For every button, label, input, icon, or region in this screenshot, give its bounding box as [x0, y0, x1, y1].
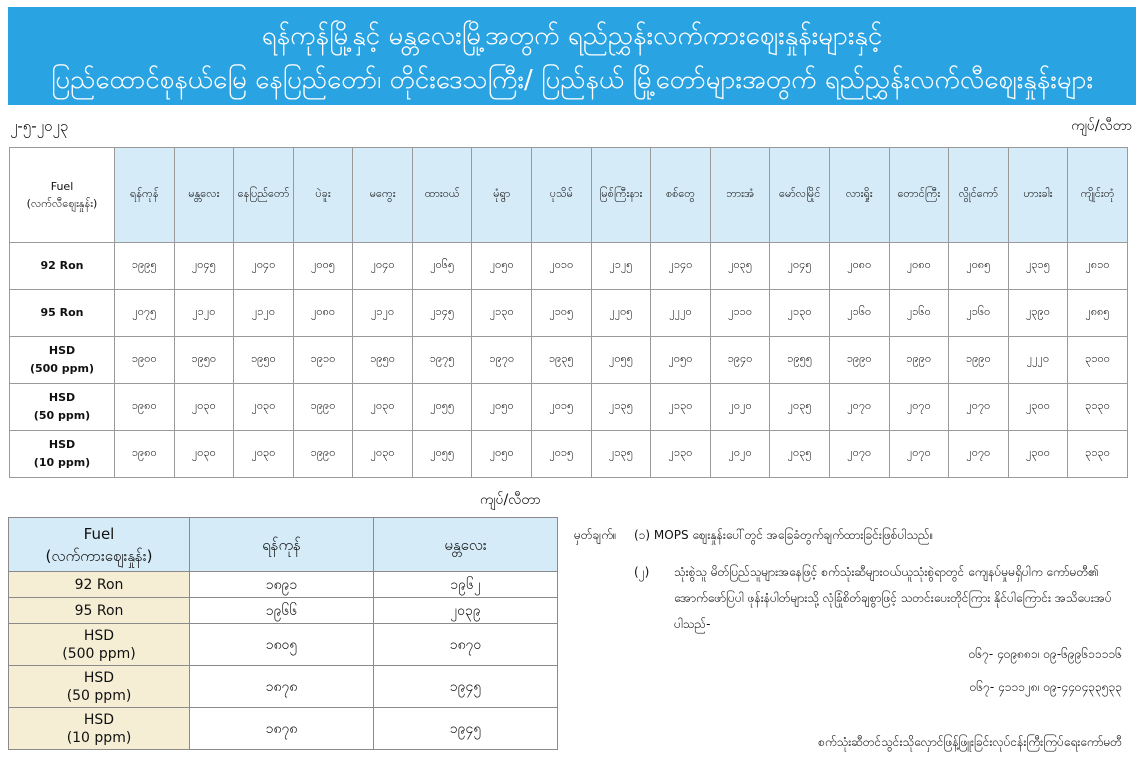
wholesale-row — [9, 572, 558, 598]
wholesale-row-fuel-line1: HSD — [83, 711, 115, 728]
retail-unit-label: ကျပ်/လီတာ — [1071, 118, 1132, 134]
retail-price-cell: ၁၉၉၀ — [889, 337, 949, 384]
retail-price-cell: ၁၉၉၀ — [293, 384, 353, 431]
retail-row — [10, 337, 1128, 384]
wholesale-row-fuel — [9, 708, 190, 750]
wholesale-price-yangon: ၁၈၇၈ — [190, 708, 374, 750]
retail-price-cell: ၁၉၅၅ — [770, 337, 830, 384]
wholesale-price-mandalay: ၁၈၇၀ — [374, 624, 558, 666]
retail-price-cell: ၁၉၉၀ — [829, 337, 889, 384]
retail-price-cell: ၂၀၅၅ — [412, 431, 472, 478]
retail-price-cell: ၂၀၁၀ — [532, 243, 592, 290]
complaint-phone-1: ၀၆၇- ၄၀၉၈၈၁၊ ၀၉-၆၉၉၆၁၁၁၁၆ — [968, 647, 1122, 661]
retail-price-cell: ၂၀၈၀ — [889, 243, 949, 290]
retail-price-cell: ၂၃၉၀ — [1008, 290, 1068, 337]
retail-price-table — [9, 147, 1128, 478]
retail-price-cell: ၂၀၃၀ — [234, 384, 294, 431]
retail-price-cell: ၂၀၇၀ — [829, 431, 889, 478]
wholesale-row-fuel — [9, 572, 190, 598]
retail-row-fuel-line1: HSD — [48, 438, 76, 451]
retail-city-header: မန္တလေး — [174, 148, 234, 243]
retail-price-cell: ၂၈၁၀ — [1068, 243, 1128, 290]
retail-price-cell: ၂၀၈၀ — [829, 243, 889, 290]
retail-price-cell: ၂၀၄၅ — [770, 243, 830, 290]
wholesale-price-mandalay: ၁၉၆၂ — [374, 572, 558, 598]
retail-price-cell: ၂၁၃၅ — [591, 431, 651, 478]
retail-price-cell: ၁၉၉၀ — [949, 337, 1009, 384]
notes-label: မှတ်ချက်။ — [574, 528, 617, 542]
retail-price-cell: ၂၀၃၀ — [234, 431, 294, 478]
retail-city-header: ရန်ကုန် — [115, 148, 175, 243]
retail-city-header: တောင်ကြီး — [889, 148, 949, 243]
retail-price-cell: ၁၉၈၀ — [115, 384, 175, 431]
retail-price-cell: ၂၀၅၅ — [412, 384, 472, 431]
retail-price-cell: ၃၁၃၀ — [1068, 384, 1128, 431]
retail-price-cell: ၂၀၁၅ — [532, 384, 592, 431]
retail-price-cell: ၂၁၁၀ — [710, 290, 770, 337]
title-banner — [8, 7, 1136, 105]
retail-row-fuel — [10, 243, 115, 290]
wholesale-price-mandalay: ၁၉၄၅ — [374, 708, 558, 750]
retail-price-cell: ၂၀၅၀ — [472, 243, 532, 290]
retail-row-fuel-line2: (50 ppm) — [33, 409, 91, 422]
note-2-number: (၂) — [634, 565, 650, 579]
retail-price-cell: ၂၀၃၅ — [770, 384, 830, 431]
retail-price-cell: ၂၀၅၅ — [591, 337, 651, 384]
retail-price-cell: ၂၀၃၀ — [174, 431, 234, 478]
retail-row — [10, 290, 1128, 337]
wholesale-price-table — [8, 517, 558, 750]
retail-price-cell: ၂၀၄၅ — [174, 243, 234, 290]
retail-price-cell: ၁၉၃၅ — [532, 337, 592, 384]
retail-price-cell: ၂၁၆၀ — [829, 290, 889, 337]
retail-fuel-header — [10, 148, 115, 243]
note-1: (၁) MOPS ဈေးနှုန်းပေါ်တွင် အခြေခံတွက်ချက်ထားခြင်းဖြစ်ပါသည်။ — [634, 528, 934, 542]
wholesale-row-fuel-line2: (50 ppm) — [66, 687, 132, 704]
retail-price-cell: ၂၃၀၀ — [1008, 431, 1068, 478]
wholesale-row-fuel-line2: (500 ppm) — [62, 645, 136, 662]
retail-price-cell: ၂၀၄၀ — [234, 243, 294, 290]
note-2-text: သုံးစွဲသူ မိတ်ပြည်သူများအနေဖြင့် စက်သုံးဆီများဝယ်ယူသုံးစွဲရာတွင် ကျေနပ်မှုမရှိပါက ကော်မတီ၏ အောက်ဖော်ပြပါ ဖုန်းနံပါတ်များသို့ လုံခြုံစိတ်ချစွာဖြင့် သတင်းပေးတိုင်ကြား နိုင်ပါကြောင်း အသိပေးအပ်ပါသည်- — [674, 565, 1112, 631]
retail-row — [10, 384, 1128, 431]
retail-row-fuel — [10, 290, 115, 337]
wholesale-row-fuel — [9, 624, 190, 666]
retail-city-header: နေပြည်တော် — [234, 148, 294, 243]
retail-row-fuel-line1: HSD — [48, 344, 76, 357]
retail-city-header: စစ်တွေ — [651, 148, 711, 243]
retail-price-cell: ၂၃၀၀ — [1008, 384, 1068, 431]
retail-price-cell: ၂၀၇၅ — [115, 290, 175, 337]
retail-price-cell: ၂၂၂၀ — [1008, 337, 1068, 384]
retail-price-cell: ၂၀၅၀ — [472, 384, 532, 431]
retail-price-cell: ၂၂၀၅ — [591, 290, 651, 337]
wholesale-fuel-header — [9, 518, 190, 572]
retail-price-cell: ၂၃၁၅ — [1008, 243, 1068, 290]
wholesale-row-fuel-line2: (10 ppm) — [66, 729, 132, 746]
wholesale-price-yangon: ၁၈၇၈ — [190, 666, 374, 708]
retail-city-header: လားရှိုး — [829, 148, 889, 243]
retail-price-cell: ၂၁၆၀ — [949, 290, 1009, 337]
wholesale-price-yangon: ၁၉၆၆ — [190, 598, 374, 624]
retail-price-cell: ၂၁၄၅ — [412, 290, 472, 337]
retail-price-cell: ၂၁၃၀ — [770, 290, 830, 337]
retail-price-cell: ၁၉၇၀ — [472, 337, 532, 384]
wholesale-row-fuel — [9, 598, 190, 624]
retail-price-cell: ၁၉၀၀ — [115, 337, 175, 384]
retail-price-cell: ၂၁၃၀ — [651, 384, 711, 431]
retail-price-cell: ၃၁၀၀ — [1068, 337, 1128, 384]
retail-price-cell: ၂၀၇၀ — [829, 384, 889, 431]
retail-price-cell: ၂၁၃၅ — [591, 384, 651, 431]
retail-price-cell: ၂၀၂၀ — [710, 431, 770, 478]
wholesale-header-row — [9, 518, 558, 572]
retail-row-fuel-line1: HSD — [48, 391, 76, 404]
retail-price-cell: ၁၉၅၀ — [353, 337, 413, 384]
retail-city-header: မော်လမြိုင် — [770, 148, 830, 243]
retail-price-cell: ၁၉၈၀ — [115, 431, 175, 478]
retail-city-header: ဟားခါး — [1008, 148, 1068, 243]
wholesale-row — [9, 666, 558, 708]
retail-price-cell: ၂၁၂၀ — [353, 290, 413, 337]
retail-row — [10, 243, 1128, 290]
wholesale-price-yangon: ၁၈၀၅ — [190, 624, 374, 666]
wholesale-price-mandalay: ၁၉၄၅ — [374, 666, 558, 708]
retail-price-cell: ၂၀၃၅ — [770, 431, 830, 478]
banner-title-line1: ရန်ကုန်မြို့နှင့် မန္တလေးမြို့အတွက် ရည်ညွှန်းလက်ကားဈေးနှုန်းများနှင့် — [261, 21, 883, 51]
retail-city-header: မုံရွာ — [472, 148, 532, 243]
retail-city-header: ထားဝယ် — [412, 148, 472, 243]
publication-date: ၂-၅-၂၀၂၃ — [10, 117, 69, 135]
retail-price-cell: ၂၀၇၀ — [949, 431, 1009, 478]
retail-city-header: မကွေး — [353, 148, 413, 243]
retail-price-cell: ၂၀၈၀ — [293, 290, 353, 337]
wholesale-row-fuel-line1: HSD — [83, 669, 115, 686]
wholesale-fuel-header-line2: (လက်ကားဈေးနှုန်း) — [45, 546, 153, 565]
retail-price-cell: ၂၁၀၅ — [532, 290, 592, 337]
wholesale-row — [9, 708, 558, 750]
retail-price-cell: ၂၁၄၀ — [651, 243, 711, 290]
retail-city-header: မြစ်ကြီးနား — [591, 148, 651, 243]
retail-row-fuel — [10, 431, 115, 478]
retail-row-fuel-line1: 92 Ron — [40, 259, 84, 272]
retail-price-cell: ၃၁၃၀ — [1068, 431, 1128, 478]
retail-price-cell: ၂၀၈၅ — [949, 243, 1009, 290]
retail-city-header: ဘားအံ — [710, 148, 770, 243]
retail-price-cell: ၂၀၂၀ — [710, 384, 770, 431]
retail-price-cell: ၂၀၃၀ — [353, 431, 413, 478]
wholesale-col-mandalay: မန္တလေး — [374, 518, 558, 572]
retail-row-fuel-line2: (500 ppm) — [29, 362, 95, 375]
retail-city-header: ကျိုင်းတုံ — [1068, 148, 1128, 243]
retail-row — [10, 431, 1128, 478]
wholesale-row-fuel-line1: 95 Ron — [74, 602, 124, 619]
complaint-phone-2: ၀၆၇- ၄၁၁၁၂၈၊ ၀၉-၄၄၀၄၃၃၅၃၃ — [969, 680, 1122, 694]
retail-row-fuel-line2: (10 ppm) — [33, 456, 91, 469]
note-2 — [634, 559, 1129, 637]
wholesale-fuel-header-line1: Fuel — [83, 524, 115, 543]
retail-city-header: ပဲခူး — [293, 148, 353, 243]
retail-price-cell: ၂၀၇၀ — [949, 384, 1009, 431]
retail-price-cell: ၂၂၂၀ — [651, 290, 711, 337]
retail-price-cell: ၂၀၄၀ — [353, 243, 413, 290]
retail-price-cell: ၂၀၅၀ — [472, 431, 532, 478]
retail-price-cell: ၂၈၈၅ — [1068, 290, 1128, 337]
retail-city-header: လွိုင်ကော် — [949, 148, 1009, 243]
retail-price-cell: ၁၉၉၀ — [293, 431, 353, 478]
retail-fuel-header-line1: Fuel — [50, 180, 74, 193]
retail-price-cell: ၁၉၅၀ — [234, 337, 294, 384]
retail-price-cell: ၂၀၆၅ — [412, 243, 472, 290]
wholesale-row-fuel-line1: HSD — [83, 627, 115, 644]
retail-header-row — [10, 148, 1128, 243]
retail-row-fuel — [10, 384, 115, 431]
retail-price-cell: ၁၉၁၀ — [293, 337, 353, 384]
retail-price-cell: ၂၀၁၅ — [532, 431, 592, 478]
retail-price-cell: ၂၀၇၀ — [889, 431, 949, 478]
retail-price-cell: ၂၁၃၀ — [472, 290, 532, 337]
wholesale-col-yangon: ရန်ကုန် — [190, 518, 374, 572]
wholesale-row-fuel — [9, 666, 190, 708]
retail-price-cell: ၂၁၆၀ — [889, 290, 949, 337]
retail-price-cell: ၂၀၃၀ — [174, 384, 234, 431]
wholesale-row — [9, 598, 558, 624]
retail-price-cell: ၁၉၇၅ — [412, 337, 472, 384]
retail-price-cell: ၂၀၃၀ — [353, 384, 413, 431]
wholesale-row-fuel-line1: 92 Ron — [74, 576, 124, 593]
committee-signature: စက်သုံးဆီတင်သွင်းသိုလှောင်ဖြန့်ဖြူးခြင်းလုပ်ငန်းကြီးကြပ်ရေးကော်မတီ — [818, 735, 1122, 749]
wholesale-price-yangon: ၁၈၉၁ — [190, 572, 374, 598]
retail-price-cell: ၂၁၂၀ — [234, 290, 294, 337]
retail-fuel-header-line2: (လက်လီဈေးနှုန်း) — [26, 197, 98, 210]
wholesale-row — [9, 624, 558, 666]
retail-row-fuel-line1: 95 Ron — [40, 306, 84, 319]
banner-title-line2: ပြည်ထောင်စုနယ်မြေ နေပြည်တော်၊ တိုင်းဒေသကြီး/ ပြည်နယ် မြို့တော်များအတွက် ရည်ညွှန်းလက်လီဈေးနှုန်းများ — [50, 65, 1094, 95]
wholesale-unit-label: ကျပ်/လီတာ — [480, 492, 541, 508]
retail-price-cell: ၂၁၂၅ — [591, 243, 651, 290]
retail-price-cell: ၂၁၂၀ — [174, 290, 234, 337]
retail-row-fuel — [10, 337, 115, 384]
retail-price-cell: ၂၀၀၅ — [293, 243, 353, 290]
wholesale-price-mandalay: ၂၀၃၉ — [374, 598, 558, 624]
retail-price-cell: ၁၉၄၀ — [710, 337, 770, 384]
retail-price-cell: ၂၀၃၅ — [710, 243, 770, 290]
retail-price-cell: ၂၁၃၀ — [651, 431, 711, 478]
retail-price-cell: ၂၀၇၀ — [889, 384, 949, 431]
retail-price-cell: ၁၉၅၀ — [174, 337, 234, 384]
retail-city-header: ပုသိမ် — [532, 148, 592, 243]
retail-price-cell: ၁၉၉၅ — [115, 243, 175, 290]
retail-price-cell: ၂၀၅၀ — [651, 337, 711, 384]
